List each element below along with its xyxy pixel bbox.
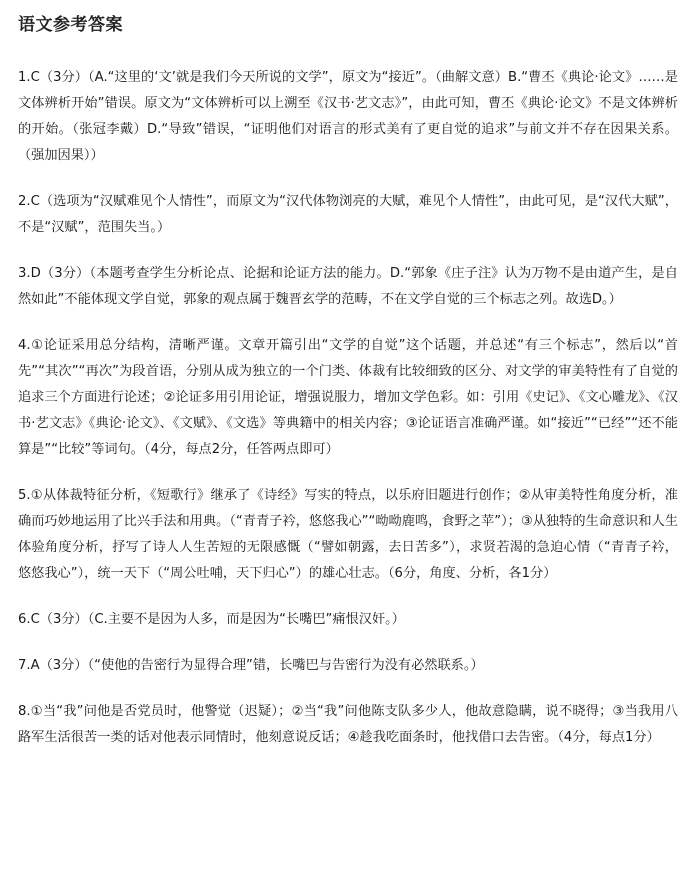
answer-6: 6.C（3分）（C.主要不是因为人多，而是因为“长嘴巴”痛恨汉奸。） (18, 612, 405, 627)
answer-7: 7.A（3分）（“使他的告密行为显得合理”错，长嘴巴与告密行为没有必然联系。） (18, 658, 484, 673)
answer-5: 5.①从体裁特征分析，《短歌行》继承了《诗经》写实的特点，以乐府旧题进行创作；②从审美特性角度分析，准确而巧妙地运用了比兴手法和用典。（“青青子衿，悠悠我心”“呦呦鹿鸣，食野之苹”）；③从独特的生命意识和人生体验角度分析，抒写了诗人人生苦短的无限感慨（“譬如朝露，去日苦多”），求贤若渴的急迫心情（“青青子衿，悠悠我心”），统一天下（“周公吐哺，天下归心”）的雄心壮志。（6分，角度、分析，各1分） (18, 488, 678, 581)
document-title: 语文参考答案 (18, 15, 123, 35)
answer-8: 8.①当“我”问他是否党员时，他警觉（迟疑）；②当“我”问他陈支队多少人，他故意隐瞒，说不晓得；③当我用八路军生活很苦一类的话对他表示同情时，他刻意说反话；④趁我吃面条时，他找借口去告密。（4分，每点1分） (18, 704, 678, 745)
answer-1: 1.C（3分）（A.“这里的‘文’就是我们今天所说的文学”，原文为“接近”。（曲解文意）B.“曹丕《典论·论文》……是文体辨析开始”错误。原文为“文体辨析可以上溯至《汉书·艺文志》”，由此可知，曹丕《典论·论文》不是文体辨析的开始。（张冠李戴）D.“导致”错误，“证明他们对语言的形式美有了更自觉的追求”与前文并不存在因果关系。（强加因果）） (18, 70, 678, 163)
answer-4: 4.①论证采用总分结构，清晰严谨。文章开篇引出“文学的自觉”这个话题，并总述“有三个标志”，然后以“首先”“其次”“再次”为段首语，分别从成为独立的一个门类、体裁有比较细致的区分、对文学的审美特性有了自觉的追求三个方面进行论述；②论证多用引用论证，增强说服力，增加文学色彩。如：引用《史记》、《文心雕龙》、《汉书·艺文志》《典论·论文》、《文赋》、《文选》等典籍中的相关内容；③论证语言准确严谨。如“接近”“已经”“还不能算是”“比较”等词句。（4分，每点2分，任答两点即可） (18, 338, 678, 457)
answer-3: 3.D（3分）（本题考查学生分析论点、论据和论证方法的能力。D.“郭象《庄子注》认为万物不是由道产生，是自然如此”不能体现文学自觉，郭象的观点属于魏晋玄学的范畴，不在文学自觉的三个标志之列。故选D。） (18, 266, 678, 307)
answer-2: 2.C（选项为“汉赋难见个人情性”，而原文为“汉代体物浏亮的大赋，难见个人情性”，由此可见，是“汉代大赋”，不是“汉赋”，范围失当。） (18, 194, 678, 235)
